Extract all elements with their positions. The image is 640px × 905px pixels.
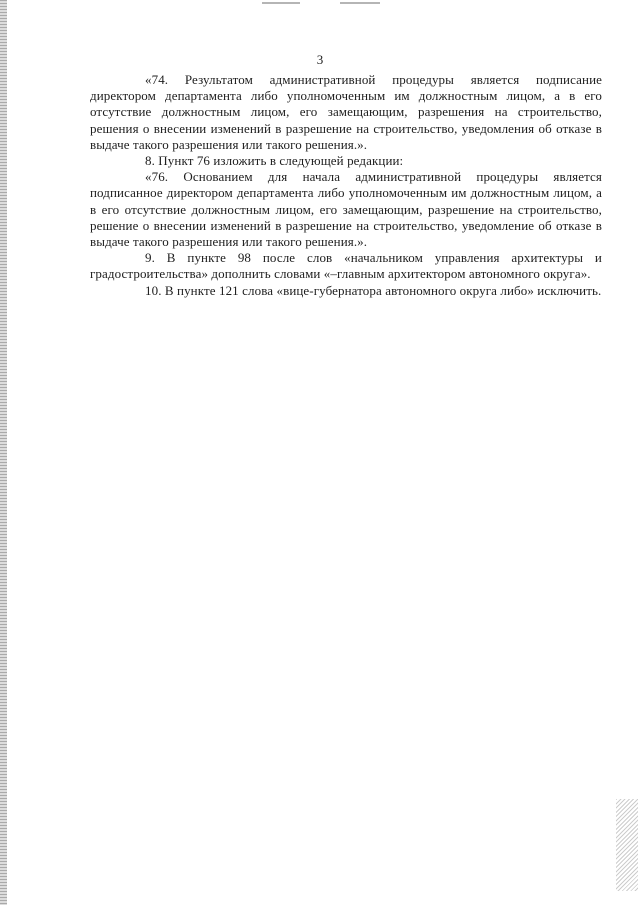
paragraph-74: «74. Результатом административной процедуры является подписание директором департамента либо уполномоченным им должностным лицом, а в его отсутствие должностным лицом, его замещающим, разрешения на строительство, решения о внесении изменений в разрешение на строительство, уведомления об отказе в выдаче такого разрешения или такого решения.». xyxy=(90,72,602,152)
paragraph-item-8: 8. Пункт 76 изложить в следующей редакции: xyxy=(145,153,404,169)
scan-corner-artifact xyxy=(616,799,638,891)
paragraph-item-9: 9. В пункте 98 после слов «начальником управления архитектуры и градостроительства» дополнить словами «–главным архитектором автономного округа». xyxy=(90,250,602,282)
page-number: 3 xyxy=(316,52,324,67)
scan-artifact xyxy=(262,2,300,4)
scan-artifact xyxy=(340,2,380,4)
document-body xyxy=(90,72,602,299)
paragraph-76: «76. Основанием для начала административной процедуры является подписанное директором департамента либо уполномоченным им должностным лицом, а в его отсутствие должностным лицом, его замещающим, разрешение на строительство, решение о внесении изменений в разрешение на строительство, уведомление об отказе в выдаче такого разрешения или такого решения.». xyxy=(90,169,602,250)
paragraph-item-10: 10. В пункте 121 слова «вице-губернатора автономного округа либо» исключить. xyxy=(145,282,602,298)
scan-left-edge xyxy=(0,0,7,905)
